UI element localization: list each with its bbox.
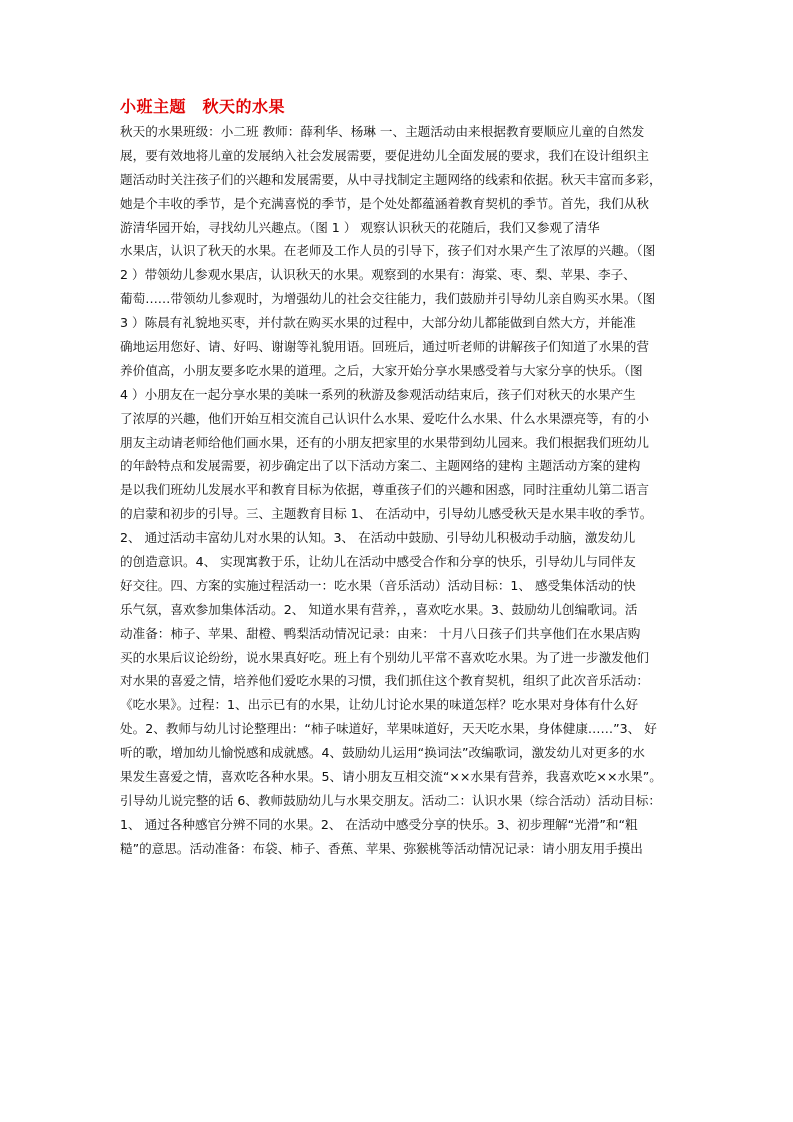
body-line: 果发生喜爱之情，喜欢吃各种水果。5、请小朋友互相交流“××水果有营养，我喜欢吃××水果”。 — [120, 769, 662, 785]
body-line: 是以我们班幼儿发展水平和教育目标为依据，尊重孩子们的兴趣和困惑，同时注重幼儿第二语言 — [120, 482, 649, 498]
body-line: 乐气氛，喜欢参加集体活动。2、 知道水果有营养，，喜欢吃水果。3、鼓励幼儿创编歌词。活 — [120, 601, 638, 617]
body-line: 听的歌，增加幼儿愉悦感和成就感。4、鼓励幼儿运用“换词法”改编歌词，激发幼儿对更多的水 — [120, 745, 645, 761]
body-line: 她是个丰收的季节，是个充满喜悦的季节，是个处处都蕴涵着教育契机的季节。首先，我们从秋 — [120, 195, 649, 211]
body-line: 4 ）小朋友在一起分享水果的美味一系列的秋游及参观活动结束后，孩子们对秋天的水果产生 — [120, 386, 636, 402]
body-line: 3 ）陈晨有礼貌地买枣，并付款在购买水果的过程中，大部分幼儿都能做到自然大方，并能准 — [120, 315, 636, 331]
document-body — [120, 120, 676, 861]
body-line: 展，要有效地将儿童的发展纳入社会发展需要，要促进幼儿全面发展的要求，我们在设计组织主 — [120, 147, 649, 163]
body-line: 的启蒙和初步的引导。三、主题教育目标 1、 在活动中，引导幼儿感受秋天是水果丰收的季节。 — [120, 506, 653, 522]
body-line: 朋友主动请老师给他们画水果，还有的小朋友把家里的水果带到幼儿园来。我们根据我们班幼儿 — [120, 434, 649, 450]
body-line: 的年龄特点和发展需要，初步确定出了以下活动方案二、主题网络的建构 主题活动方案的建构 — [120, 458, 641, 474]
body-line: 处。2、教师与幼儿讨论整理出：“柿子味道好，苹果味道好，天天吃水果，身体健康……”3、 好 — [120, 721, 657, 737]
document-title: 小班主题 秋天的水果 — [120, 97, 286, 116]
body-line: 游清华园开始，寻找幼儿兴趣点。（图 1 ） 观察认识秋天的花随后，我们又参观了清华 — [120, 219, 600, 235]
body-line: 1、 通过各种感官分辨不同的水果。2、 在活动中感受分享的快乐。3、初步理解“光滑”和“粗 — [120, 816, 638, 832]
body-line: 引导幼儿说完整的话 6、教师鼓励幼儿与水果交朋友。活动二：认识水果（综合活动）活动目标： — [120, 792, 661, 808]
body-line: 2、 通过活动丰富幼儿对水果的认知。3、 在活动中鼓励、引导幼儿积极动手动脑，激发幼儿 — [120, 530, 636, 546]
body-line: 水果店，认识了秋天的水果。在老师及工作人员的引导下，孩子们对水果产生了浓厚的兴趣。（图 — [120, 243, 656, 259]
body-line: 秋天的水果班级：小二班 教师：薛利华、杨琳 一、主题活动由来根据教育要顺应儿童的自然发 — [120, 124, 645, 139]
body-line: 葡萄……带领幼儿参观时，为增强幼儿的社会交往能力，我们鼓励并引导幼儿亲自购买水果。（图 — [120, 291, 656, 307]
body-line: 题活动时关注孩子们的兴趣和发展需要，从中寻找制定主题网络的线索和依据。秋天丰富而多彩， — [120, 171, 662, 187]
body-line: 对水果的喜爱之情，培养他们爱吃水果的习惯，我们抓住这个教育契机，组织了此次音乐活动： — [120, 673, 649, 689]
body-line: 养价值高，小朋友要多吃水果的道理。之后，大家开始分享水果感受着与大家分享的快乐。（图 — [120, 362, 643, 378]
body-line: 动准备：柿子、苹果、甜橙、鸭梨活动情况记录：由来： 十月八日孩子们共享他们在水果店购 — [120, 625, 641, 641]
body-line: 2 ）带领幼儿参观水果店，认识秋天的水果。观察到的水果有：海棠、枣、梨、苹果、李子、 — [120, 267, 636, 283]
body-line: 的创造意识。4、 实现寓教于乐，让幼儿在活动中感受合作和分享的快乐，引导幼儿与同伴友 — [120, 554, 636, 570]
body-line: 确地运用您好、请、好吗、谢谢等礼貌用语。回班后，通过听老师的讲解孩子们知道了水果的营 — [120, 339, 649, 355]
body-line: 《吃水果》。过程：1、出示已有的水果，让幼儿讨论水果的味道怎样？吃水果对身体有什么好 — [120, 697, 639, 713]
body-line: 糙”的意思。活动准备：布袋、柿子、香蕉、苹果、弥猴桃等活动情况记录：请小朋友用手摸出 — [120, 840, 643, 856]
body-line: 了浓厚的兴趣，他们开始互相交流自己认识什么水果、爱吃什么水果、什么水果漂亮等，有的小 — [120, 410, 649, 426]
body-line: 好交往。四、方案的实施过程活动一：吃水果（音乐活动）活动目标：1、 感受集体活动的快 — [120, 577, 636, 593]
body-line: 买的水果后议论纷纷，说水果真好吃。班上有个别幼儿平常不喜欢吃水果。为了进一步激发他们 — [120, 649, 649, 665]
